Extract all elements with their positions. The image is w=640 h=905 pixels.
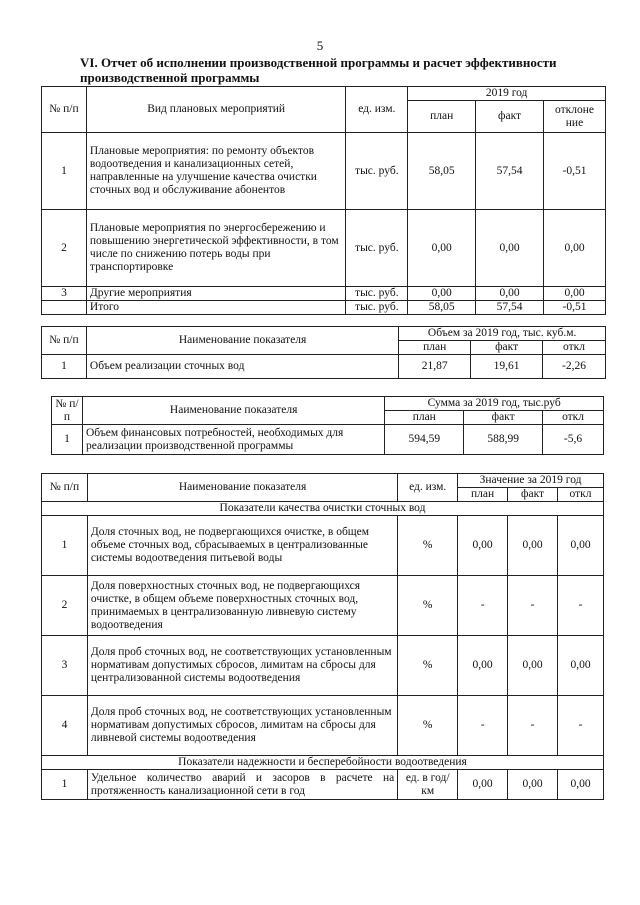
section-title-reliability: Показатели надежности и бесперебойности водоотведения <box>42 756 604 770</box>
table-row: 1 Удельное количество аварий и засоров в расчете на протяженность канализационной сети в год ед. в год/ км 0,00 0,00 0,00 <box>42 770 604 800</box>
header-num: № п/п <box>52 397 83 425</box>
header-value: Значение за 2019 год <box>458 474 604 488</box>
header-num: № п/п <box>42 87 87 133</box>
table-row: 1 Плановые мероприятия: по ремонту объектов водоотведения и канализационных сетей, направленные на улучшение качества очистки сточных вод и обслуживание абонентов тыс. руб. 58,05 57,54 -0,51 <box>42 133 606 210</box>
table-row: 1 Доля сточных вод, не подвергающихся очистке, в общем объеме сточных вод, сбрасываемых в централизованные системы водоотведения питьевой воды % 0,00 0,00 0,00 <box>42 516 604 576</box>
header-deviation: откл <box>543 411 604 425</box>
header-fact: факт <box>476 101 544 133</box>
header-num: № п/п <box>42 474 88 502</box>
header-deviation: отклоне ние <box>544 101 606 133</box>
header-fact: факт <box>471 341 543 355</box>
header-unit: ед. изм. <box>346 87 408 133</box>
header-deviation: откл <box>558 488 604 502</box>
section-title-quality: Показатели качества очистки сточных вод <box>42 502 604 516</box>
header-indicator: Наименование показателя <box>82 397 384 425</box>
page-number: 5 <box>316 38 324 53</box>
header-unit: ед. изм. <box>398 474 458 502</box>
header-plan: план <box>458 488 508 502</box>
table-row: 2 Доля поверхностных сточных вод, не подвергающихся очистке, в общем объеме поверхностных сточных вод, принимаемых в централизованную ливневую систему водоотведения % - - - <box>42 576 604 636</box>
table-row: 1 Объем реализации сточных вод 21,87 19,61 -2,26 <box>42 355 606 379</box>
header-activity: Вид плановых мероприятий <box>86 87 345 133</box>
total-row: Итого тыс. руб. 58,05 57,54 -0,51 <box>42 301 606 315</box>
table-row: 3 Другие мероприятия тыс. руб. 0,00 0,00 0,00 <box>42 287 606 301</box>
header-year: 2019 год <box>408 87 606 101</box>
financial-table <box>51 396 604 455</box>
header-plan: план <box>399 341 471 355</box>
volume-table <box>41 326 606 379</box>
header-indicator: Наименование показателя <box>86 327 398 355</box>
header-indicator: Наименование показателя <box>87 474 397 502</box>
header-num: № п/п <box>42 327 87 355</box>
table-row: 3 Доля проб сточных вод, не соответствующих установленным нормативам допустимых сбросов, лимитам на сбросы для централизованной системы водоотведения % 0,00 0,00 0,00 <box>42 636 604 696</box>
header-volume: Объем за 2019 год, тыс. куб.м. <box>399 327 606 341</box>
section-heading: VI. Отчет об исполнении производственной программы и расчет эффективности производственной программы <box>80 55 557 85</box>
header-sum: Сумма за 2019 год, тыс.руб <box>385 397 604 411</box>
header-plan: план <box>385 411 464 425</box>
header-plan: план <box>408 101 476 133</box>
header-fact: факт <box>508 488 558 502</box>
table-row: 2 Плановые мероприятия по энергосбережению и повышению энергетической эффективности, в том числе по снижению потерь воды при транспортировке тыс. руб. 0,00 0,00 0,00 <box>42 210 606 287</box>
table-row: 1 Объем финансовых потребностей, необходимых для реализации производственной программы 594,59 588,99 -5,6 <box>52 425 604 455</box>
header-deviation: откл <box>543 341 606 355</box>
header-fact: факт <box>464 411 543 425</box>
activities-table <box>41 86 606 315</box>
table-row: 4 Доля проб сточных вод, не соответствующих установленным нормативам допустимых сбросов, лимитам на сбросы для ливневой системы водоотведения % - - - <box>42 696 604 756</box>
indicators-table <box>41 473 604 800</box>
